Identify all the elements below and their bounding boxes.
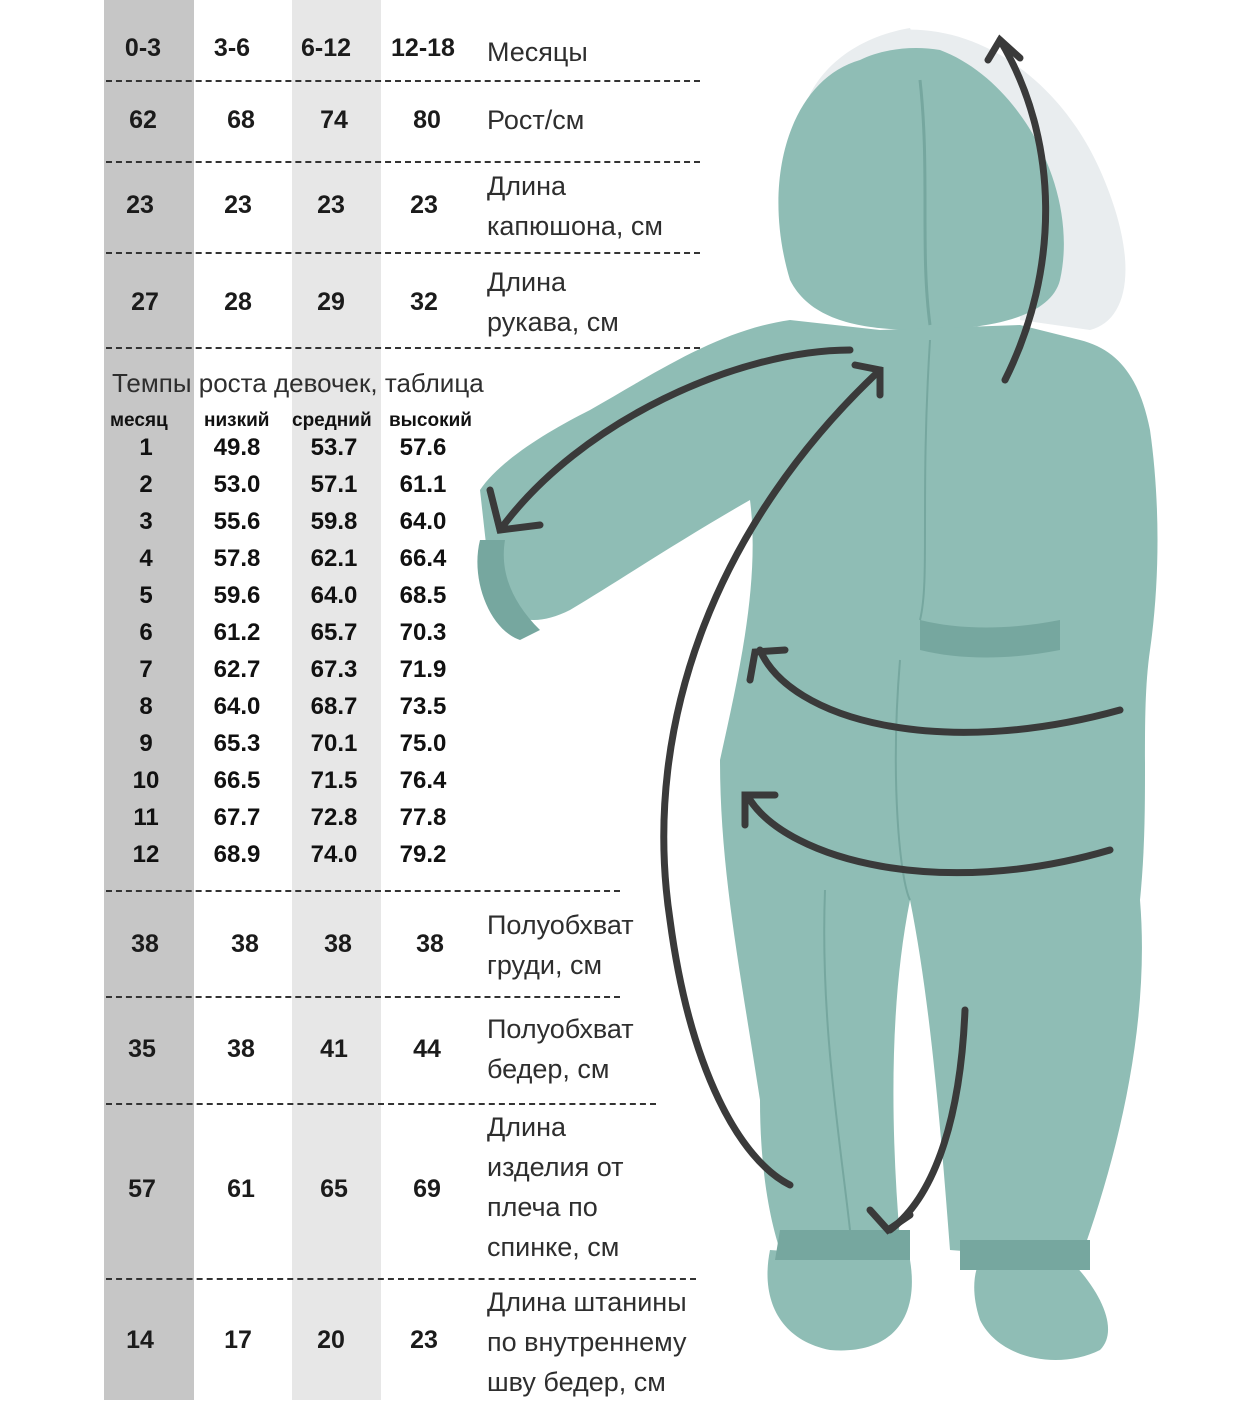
growth-value-cell: 75.0 <box>399 730 447 757</box>
growth-month-cell: 12 <box>132 841 160 868</box>
cell: 38 <box>416 930 444 958</box>
growth-value-cell: 62.1 <box>310 545 358 572</box>
growth-month-cell: 7 <box>139 656 153 683</box>
growth-header-mid: средний <box>292 410 372 431</box>
growth-value-cell: 66.4 <box>399 545 447 572</box>
cell: 0-3 <box>124 34 162 62</box>
cell: 23 <box>410 191 438 219</box>
growth-value-cell: 61.2 <box>213 619 261 646</box>
snowsuit <box>477 28 1157 1360</box>
growth-value-cell: 57.6 <box>399 434 447 461</box>
growth-value-cell: 55.6 <box>213 508 261 535</box>
cell: 74 <box>320 106 348 134</box>
growth-header-month: месяц <box>110 410 168 431</box>
row-label: Месяцы <box>487 37 588 67</box>
growth-value-cell: 49.8 <box>213 434 261 461</box>
growth-month-cell: 6 <box>139 619 153 646</box>
growth-value-cell: 68.9 <box>213 841 261 868</box>
cell: 38 <box>231 930 259 958</box>
growth-month-cell: 3 <box>139 508 153 535</box>
growth-value-cell: 67.3 <box>310 656 358 683</box>
cell: 80 <box>413 106 441 134</box>
growth-value-cell: 57.1 <box>310 471 358 498</box>
growth-value-cell: 79.2 <box>399 841 447 868</box>
cell: 27 <box>131 288 159 316</box>
cell: 38 <box>324 930 352 958</box>
growth-value-cell: 77.8 <box>399 804 447 831</box>
growth-month-cell: 2 <box>139 471 153 498</box>
growth-value-cell: 61.1 <box>399 471 447 498</box>
cell: 57 <box>128 1175 156 1203</box>
cell: 23 <box>410 1326 438 1354</box>
cell: 28 <box>224 288 252 316</box>
row-label: Рост/см <box>487 105 585 135</box>
cell: 14 <box>126 1326 154 1354</box>
growth-value-cell: 66.5 <box>213 767 261 794</box>
growth-value-cell: 73.5 <box>399 693 447 720</box>
growth-value-cell: 64.0 <box>213 693 261 720</box>
cell: 62 <box>129 106 157 134</box>
cell: 38 <box>131 930 159 958</box>
growth-month-cell: 1 <box>139 434 153 461</box>
growth-month-cell: 9 <box>139 730 153 757</box>
cell: 3-6 <box>213 34 251 62</box>
growth-value-cell: 65.3 <box>213 730 261 757</box>
cell: 69 <box>413 1175 441 1203</box>
cell: 20 <box>317 1326 345 1354</box>
row-label: Длина рукава, см <box>487 267 619 337</box>
growth-table-title: Темпы роста девочек, таблица <box>112 368 484 398</box>
cell: 23 <box>126 191 154 219</box>
growth-value-cell: 74.0 <box>310 841 358 868</box>
cell: 17 <box>224 1326 252 1354</box>
growth-value-cell: 59.8 <box>310 508 358 535</box>
cell: 23 <box>224 191 252 219</box>
growth-value-cell: 72.8 <box>310 804 358 831</box>
cell: 61 <box>227 1175 255 1203</box>
growth-value-cell: 62.7 <box>213 656 261 683</box>
cell: 32 <box>410 288 438 316</box>
cell: 68 <box>227 106 255 134</box>
cell: 35 <box>128 1035 156 1063</box>
growth-month-cell: 11 <box>133 804 159 831</box>
growth-header-high: высокий <box>389 410 472 431</box>
row-label: Полуобхват бедер, см <box>487 1014 634 1084</box>
growth-value-cell: 67.7 <box>213 804 261 831</box>
growth-value-cell: 68.5 <box>399 582 447 609</box>
growth-header-low: низкий <box>204 410 270 431</box>
growth-value-cell: 59.6 <box>213 582 261 609</box>
growth-value-cell: 71.9 <box>399 656 447 683</box>
growth-month-cell: 10 <box>132 767 160 794</box>
growth-value-cell: 68.7 <box>310 693 358 720</box>
cell: 41 <box>320 1035 348 1063</box>
row-label: Длина штанины по внутреннему шву бедер, см <box>487 1287 687 1397</box>
row-label: Полуобхват груди, см <box>487 910 634 980</box>
growth-value-cell: 57.8 <box>213 545 261 572</box>
snowsuit-illustration <box>460 20 1220 1400</box>
growth-month-cell: 4 <box>139 545 153 572</box>
cell: 44 <box>413 1035 441 1063</box>
cell: 38 <box>227 1035 255 1063</box>
cell: 12-18 <box>391 34 455 62</box>
cell: 6-12 <box>300 34 352 62</box>
row-label: Длина изделия от плеча по спинке, см <box>487 1112 624 1262</box>
cell: 23 <box>317 191 345 219</box>
growth-value-cell: 76.4 <box>399 767 447 794</box>
cell: 65 <box>320 1175 348 1203</box>
growth-value-cell: 70.1 <box>310 730 358 757</box>
growth-month-cell: 8 <box>139 693 153 720</box>
growth-value-cell: 65.7 <box>310 619 358 646</box>
growth-value-cell: 70.3 <box>399 619 447 646</box>
growth-value-cell: 53.0 <box>213 471 261 498</box>
cell: 29 <box>317 288 345 316</box>
growth-month-cell: 5 <box>139 582 153 609</box>
growth-value-cell: 71.5 <box>310 767 358 794</box>
growth-value-cell: 64.0 <box>399 508 447 535</box>
growth-value-cell: 53.7 <box>310 434 358 461</box>
growth-value-cell: 64.0 <box>310 582 358 609</box>
row-label: Длина капюшона, см <box>487 171 663 241</box>
